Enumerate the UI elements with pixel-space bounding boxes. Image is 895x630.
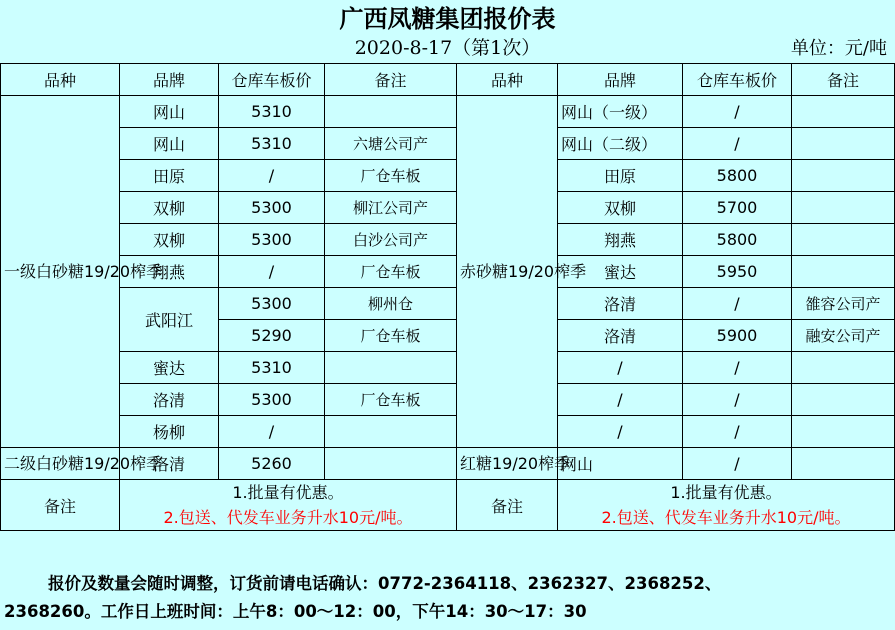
note-cell: [325, 416, 457, 448]
unit-label: 单位：元/吨: [790, 38, 887, 59]
page-title: 广西凤糖集团报价表: [339, 4, 556, 33]
brand-cell: /: [558, 352, 683, 384]
table-row: [1, 224, 895, 256]
brand-cell: 双柳: [558, 192, 683, 224]
brand-cell: 网山: [558, 448, 683, 480]
price-cell: 5700: [683, 192, 792, 224]
brand-cell: 田原: [558, 160, 683, 192]
remarks-text: [558, 480, 895, 531]
header-price: 仓库车板价: [683, 64, 792, 96]
table-header-row: [1, 64, 895, 96]
note-cell: [792, 128, 895, 160]
price-cell: /: [683, 384, 792, 416]
table-row: [1, 160, 895, 192]
remarks-row: [1, 480, 895, 531]
brand-cell: /: [558, 384, 683, 416]
note-cell: 厂仓车板: [325, 160, 457, 192]
table-row: [1, 384, 895, 416]
price-cell: /: [683, 352, 792, 384]
brand-cell: 双柳: [120, 192, 219, 224]
note-cell: [325, 96, 457, 128]
header-brand: 品牌: [558, 64, 683, 96]
note-cell: 厂仓车板: [325, 320, 457, 352]
brand-cell: 田原: [120, 160, 219, 192]
price-cell: /: [683, 288, 792, 320]
brand-cell: 翔燕: [558, 224, 683, 256]
footer-line: [4, 570, 890, 598]
remarks-label: 备注: [1, 480, 120, 531]
brand-cell: 洛清: [120, 448, 219, 480]
footer-line-1: 报价及数量会随时调整，订货前请电话确认：0772-2364118、2362327、2368252、: [48, 574, 722, 593]
remark-line-1: 1.批量有优惠。: [232, 483, 344, 502]
note-cell: 六塘公司产: [325, 128, 457, 160]
header-price: 仓库车板价: [219, 64, 325, 96]
table-row: [1, 448, 895, 480]
brand-cell: 双柳: [120, 224, 219, 256]
brand-cell: 洛清: [558, 320, 683, 352]
price-cell: /: [219, 416, 325, 448]
price-cell: 5310: [219, 352, 325, 384]
category-red-sugar: 赤砂糖19/20榨季: [457, 96, 558, 448]
remarks-text: [120, 480, 457, 531]
brand-cell: 网山: [120, 128, 219, 160]
table-row: [1, 128, 895, 160]
note-cell: 厂仓车板: [325, 384, 457, 416]
remarks-label: 备注: [457, 480, 558, 531]
brand-cell: 网山（一级）: [558, 96, 683, 128]
brand-cell: 洛清: [558, 288, 683, 320]
table-row: [1, 352, 895, 384]
note-cell: [325, 352, 457, 384]
header-category: 品种: [457, 64, 558, 96]
price-cell: /: [683, 96, 792, 128]
price-cell: 5300: [219, 192, 325, 224]
note-cell: 厂仓车板: [325, 256, 457, 288]
brand-cell: 蜜达: [558, 256, 683, 288]
price-cell: 5300: [219, 384, 325, 416]
price-cell: 5290: [219, 320, 325, 352]
price-cell: /: [683, 448, 792, 480]
price-cell: /: [683, 416, 792, 448]
note-cell: [792, 192, 895, 224]
brand-cell: 翔燕: [120, 256, 219, 288]
table-row: [1, 192, 895, 224]
remark-line-2: 2.包送、代发车业务升水10元/吨。: [601, 508, 851, 527]
table-row: [1, 288, 895, 320]
price-table: [0, 63, 895, 531]
table-row: [1, 416, 895, 448]
header-note: 备注: [325, 64, 457, 96]
price-cell: /: [683, 128, 792, 160]
note-cell: [792, 416, 895, 448]
category-second-grade: 二级白砂糖19/20榨季: [1, 448, 120, 480]
note-cell: [792, 384, 895, 416]
remark-line-1: 1.批量有优惠。: [670, 483, 782, 502]
header-brand: 品牌: [120, 64, 219, 96]
price-cell: 5300: [219, 288, 325, 320]
note-cell: 融安公司产: [792, 320, 895, 352]
price-cell: 5260: [219, 448, 325, 480]
brand-cell: 武阳江: [120, 288, 219, 352]
remark-line-2: 2.包送、代发车业务升水10元/吨。: [163, 508, 413, 527]
header-category: 品种: [1, 64, 120, 96]
table-row: [1, 96, 895, 128]
brand-cell: /: [558, 416, 683, 448]
brand-cell: 网山（二级）: [558, 128, 683, 160]
header-note: 备注: [792, 64, 895, 96]
footer-line-2: 2368260。工作日上班时间：上午8：00～12：00，下午14：30～17：30: [4, 602, 587, 621]
price-cell: 5950: [683, 256, 792, 288]
footer-notice: [4, 570, 890, 626]
price-cell: 5800: [683, 160, 792, 192]
note-cell: [792, 224, 895, 256]
category-first-grade: 一级白砂糖19/20榨季: [1, 96, 120, 448]
brand-cell: 网山: [120, 96, 219, 128]
note-cell: [792, 256, 895, 288]
note-cell: 柳江公司产: [325, 192, 457, 224]
brand-cell: 洛清: [120, 384, 219, 416]
note-cell: 雒容公司产: [792, 288, 895, 320]
quote-date: 2020-8-17（第1次）: [354, 37, 541, 59]
price-cell: 5900: [683, 320, 792, 352]
price-cell: 5310: [219, 128, 325, 160]
note-cell: [792, 352, 895, 384]
note-cell: [325, 448, 457, 480]
note-cell: 柳州仓: [325, 288, 457, 320]
price-cell: /: [219, 256, 325, 288]
price-cell: /: [219, 160, 325, 192]
category-brown-sugar: 红糖19/20榨季: [457, 448, 558, 480]
brand-cell: 杨柳: [120, 416, 219, 448]
note-cell: [792, 160, 895, 192]
note-cell: [792, 448, 895, 480]
price-cell: 5310: [219, 96, 325, 128]
price-cell: 5300: [219, 224, 325, 256]
note-cell: 白沙公司产: [325, 224, 457, 256]
note-cell: [792, 96, 895, 128]
brand-cell: 蜜达: [120, 352, 219, 384]
price-cell: 5800: [683, 224, 792, 256]
